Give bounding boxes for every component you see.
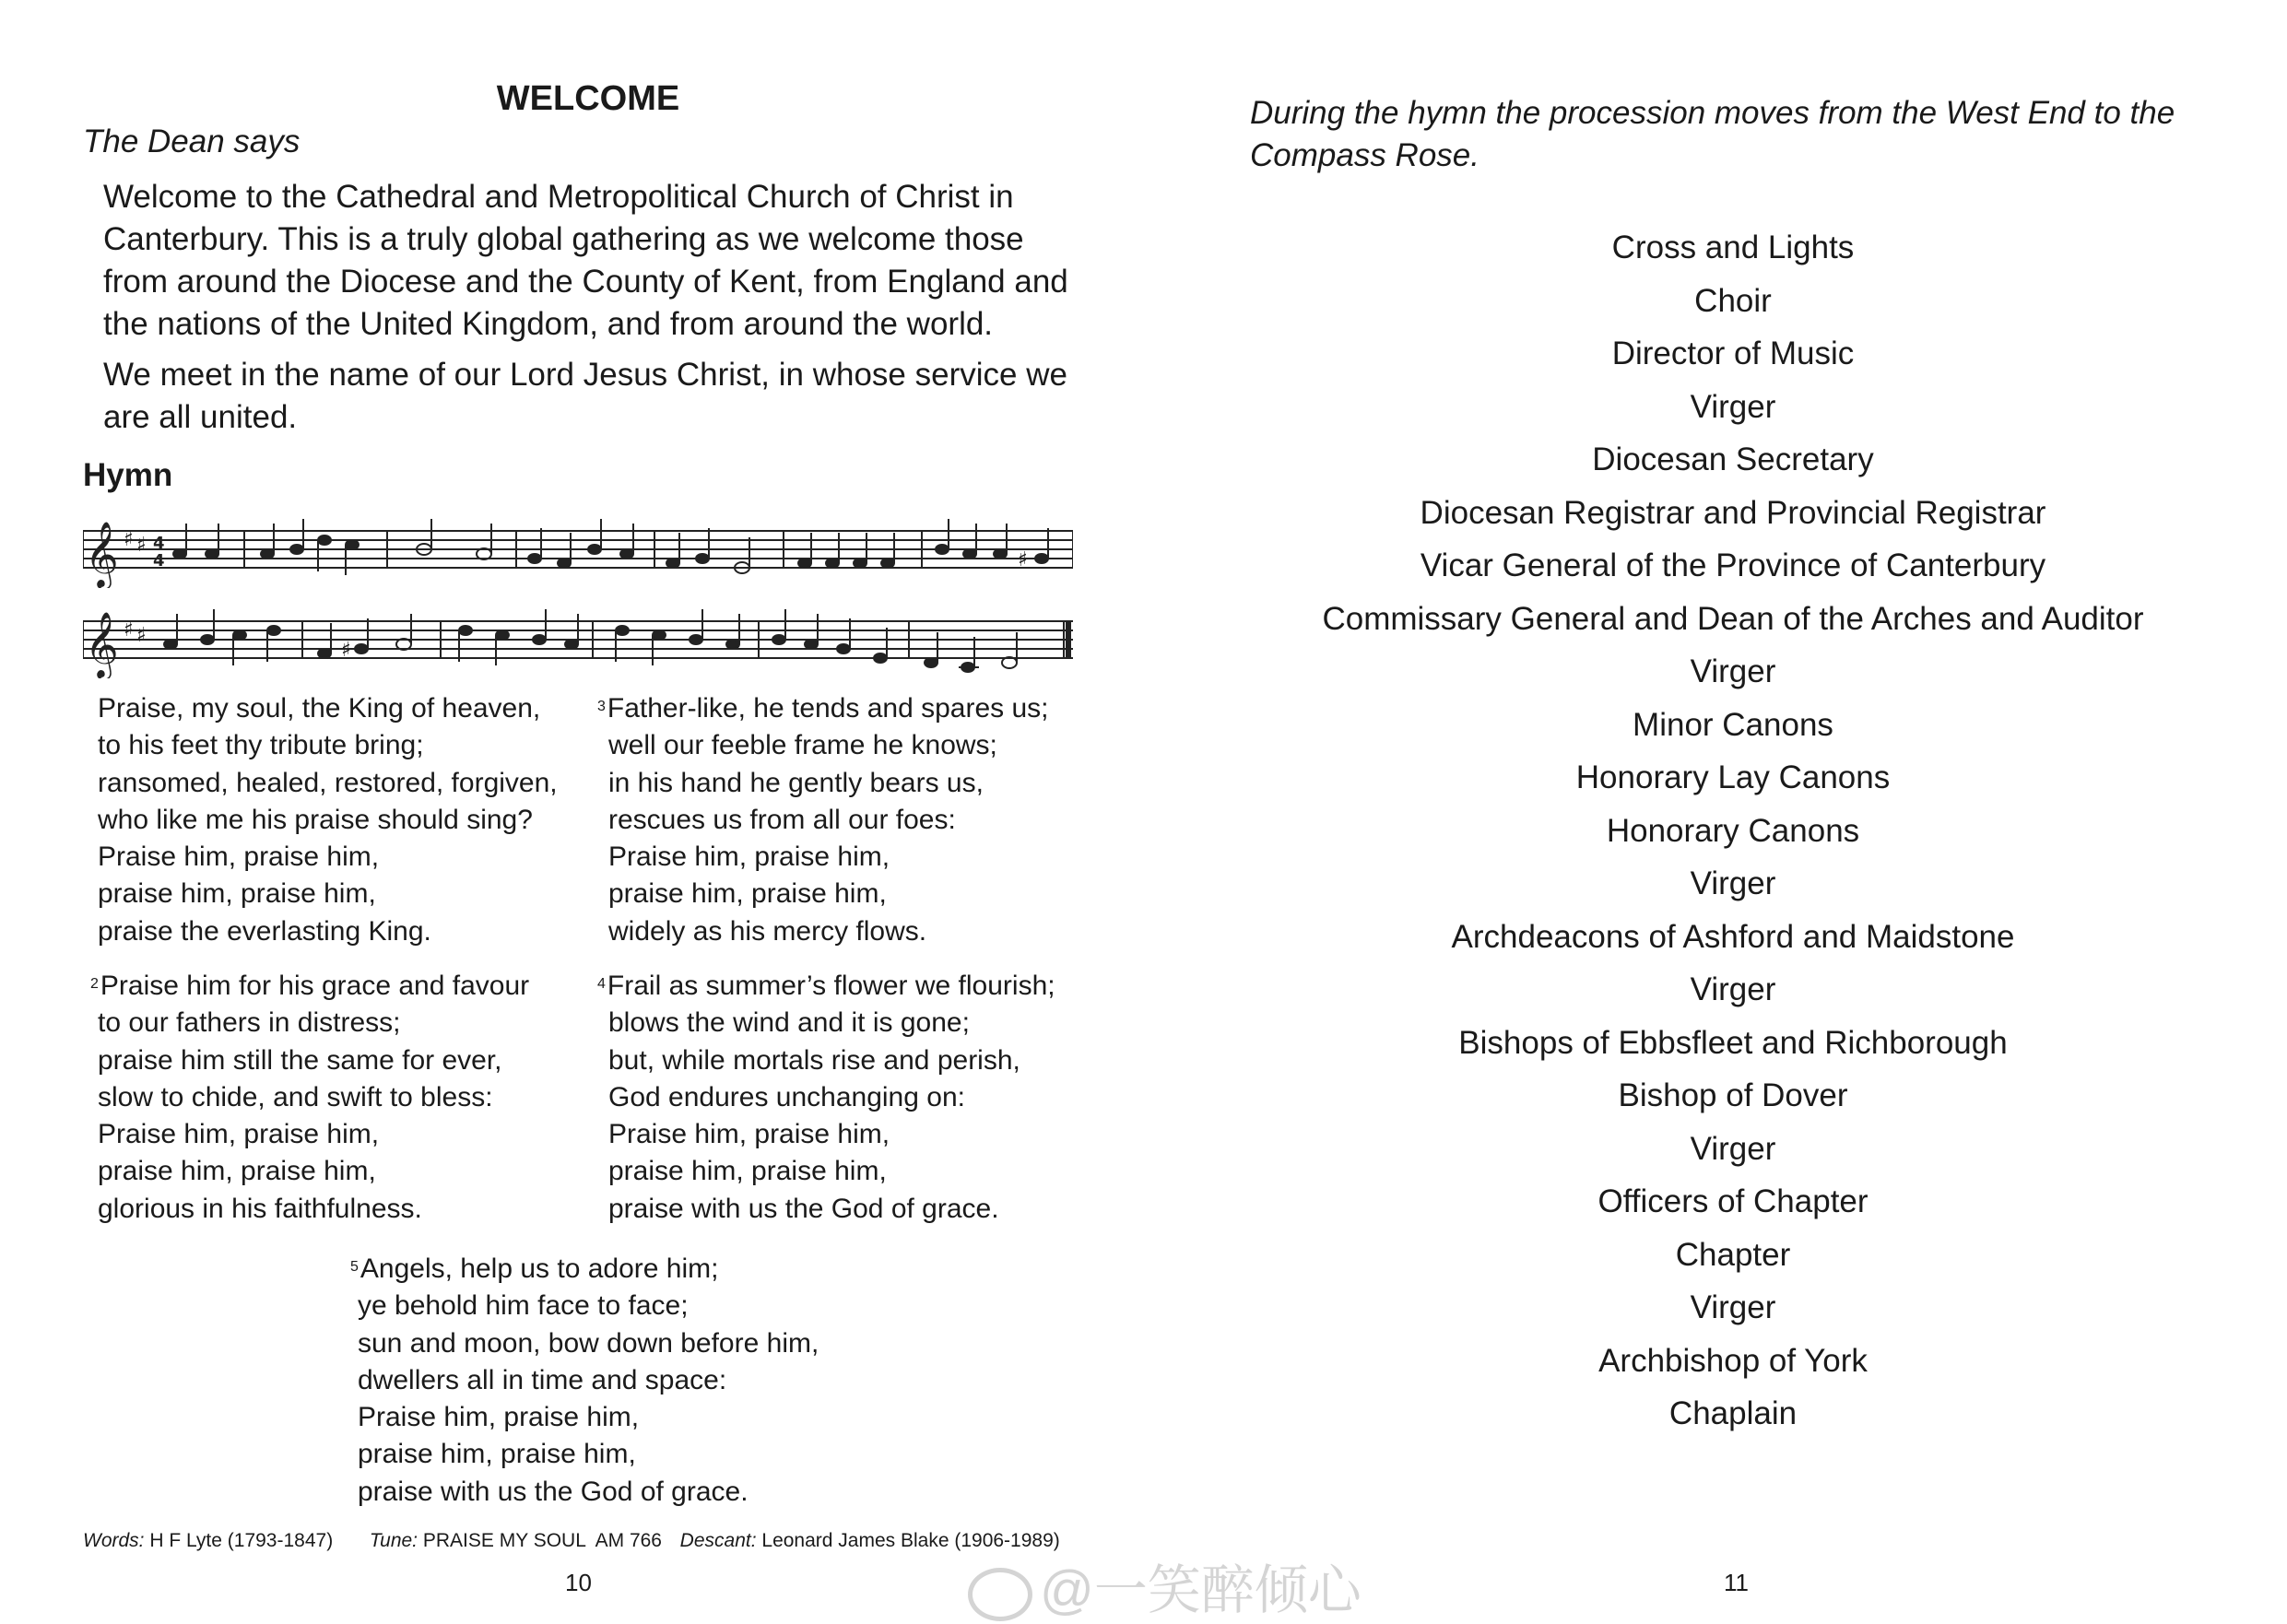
watermark <box>968 1547 1362 1624</box>
page-number-right: 11 <box>1724 1569 1749 1596</box>
verse-line: Praise, my soul, the King of heaven, <box>98 693 541 724</box>
verse-line: Frail as summer’s flower we flourish; <box>607 971 1055 1001</box>
welcome-paragraph-1: Welcome to the Cathedral and Metropolitical Church of Christ in Canterbury. This is a truly global gathering as we welcome those from around the Diocese and the County of Kent, from England and the nations of the United Kingdom, and from around the world. <box>103 179 1068 342</box>
verse-line: widely as his mercy flows. <box>608 915 927 947</box>
verse-line: praise with us the God of grace. <box>358 1476 749 1507</box>
hymn-verse-1 <box>98 690 558 950</box>
procession-item: Diocesan Registrar and Provincial Registrar <box>1420 494 2046 531</box>
procession-item: Vicar General of the Province of Canterbury <box>1420 547 2046 583</box>
procession-item: Virger <box>1690 1289 1776 1325</box>
svg-text:4: 4 <box>153 534 165 553</box>
verse-line: praise the everlasting King. <box>98 915 431 947</box>
verse-line: praise him, praise him, <box>358 1439 636 1470</box>
hymn-verse-5 <box>350 1251 819 1511</box>
descant-label: Descant: <box>679 1530 757 1551</box>
procession-item: Director of Music <box>1611 335 1855 371</box>
verse-line: praise him, praise him, <box>608 1156 887 1187</box>
procession-item: Diocesan Secretary <box>1592 441 1874 477</box>
procession-item: Officers of Chapter <box>1597 1183 1869 1219</box>
verse-line: rescues us from all our foes: <box>608 804 956 835</box>
verse-line: ye behold him face to face; <box>358 1290 689 1322</box>
verse-line: ransomed, healed, restored, forgiven, <box>98 767 558 798</box>
verse-line: to his feet thy tribute bring; <box>98 730 424 761</box>
procession-item: Virger <box>1690 865 1776 901</box>
procession-item: Archbishop of York <box>1598 1342 1868 1379</box>
procession-rubric: During the hymn the procession moves from the West End to the Compass Rose. <box>1250 95 2175 173</box>
svg-text:♯: ♯ <box>136 534 147 557</box>
page-title: WELCOME <box>496 79 680 118</box>
tune-name: PRAISE MY SOUL AM 766 <box>422 1530 662 1551</box>
procession-item: Bishops of Ebbsfleet and Richborough <box>1458 1024 2008 1061</box>
verse-line: Praise him, praise him, <box>358 1402 640 1433</box>
words-label: Words: <box>83 1530 145 1551</box>
verse-number: 5 <box>350 1259 359 1275</box>
procession-item: Chapter <box>1675 1236 1791 1273</box>
verse-line: glorious in his faithfulness. <box>98 1193 422 1224</box>
procession-item: Virger <box>1690 388 1776 425</box>
procession-item: Bishop of Dover <box>1618 1077 1848 1113</box>
verse-line: Praise him, praise him, <box>608 841 890 873</box>
verse-line: praise with us the God of grace. <box>608 1193 999 1224</box>
svg-text:♯: ♯ <box>124 528 134 551</box>
words-author: H F Lyte (1793-1847) <box>149 1530 334 1551</box>
svg-text:♯: ♯ <box>124 618 134 641</box>
verse-line: praise him, praise him, <box>98 878 376 910</box>
procession-item: Commissary General and Dean of the Arches and Auditor <box>1322 600 2144 637</box>
verse-line: but, while mortals rise and perish, <box>608 1044 1020 1076</box>
verse-line: Father-like, he tends and spares us; <box>607 693 1049 724</box>
verse-line: blows the wind and it is gone; <box>608 1007 970 1039</box>
hymn-heading: Hymn <box>83 457 173 493</box>
verse-line: praise him, praise him, <box>98 1156 376 1187</box>
verse-line: who like me his praise should sing? <box>98 804 533 835</box>
verse-line: praise him, praise him, <box>608 878 887 910</box>
svg-text:♯: ♯ <box>341 639 351 662</box>
tune-label: Tune: <box>369 1530 418 1551</box>
verse-line: praise him still the same for ever, <box>98 1044 502 1076</box>
verse-number: 4 <box>597 976 606 992</box>
verse-line: sun and moon, bow down before him, <box>358 1327 819 1359</box>
svg-text:♯: ♯ <box>136 624 147 647</box>
procession-item: Choir <box>1694 282 1772 319</box>
hymn-verse-4 <box>597 968 1055 1228</box>
verse-line: Angels, help us to adore him; <box>360 1253 719 1284</box>
procession-item: Archdeacons of Ashford and Maidstone <box>1451 918 2015 955</box>
procession-list <box>1143 227 2287 1446</box>
right-page <box>1143 0 2287 1617</box>
verse-line: to our fathers in distress; <box>98 1007 401 1039</box>
svg-text:♯: ♯ <box>1018 548 1028 571</box>
procession-item: Virger <box>1690 653 1776 689</box>
verse-line: Praise him, praise him, <box>608 1119 890 1150</box>
verse-line: Praise him, praise him, <box>98 841 380 873</box>
procession-item: Virger <box>1690 1130 1776 1167</box>
verse-line: dwellers all in time and space: <box>358 1364 727 1395</box>
verse-number: 3 <box>597 699 606 714</box>
dean-rubric: The Dean says <box>83 124 301 159</box>
svg-text:𝄞: 𝄞 <box>85 520 119 587</box>
hymn-verse-2 <box>90 968 529 1228</box>
procession-item: Honorary Lay Canons <box>1575 759 1891 795</box>
verse-line: God endures unchanging on: <box>608 1081 965 1112</box>
left-page <box>0 0 1143 1617</box>
hymn-credits <box>83 1530 1060 1552</box>
page-number-left: 10 <box>565 1569 592 1596</box>
weibo-icon <box>968 1568 1032 1621</box>
watermark-text: @一笑醉倾心 <box>1040 1560 1362 1620</box>
hymn-verse-3 <box>597 690 1049 950</box>
verse-line: well our feeble frame he knows; <box>608 730 997 761</box>
descant-author: Leonard James Blake (1906-1989) <box>761 1530 1060 1551</box>
procession-item: Chaplain <box>1668 1395 1798 1431</box>
welcome-paragraph-2: We meet in the name of our Lord Jesus Christ, in whose service we are all united. <box>103 357 1067 435</box>
music-staff-2 <box>83 595 1073 678</box>
procession-item: Virger <box>1690 971 1776 1007</box>
music-staff-1 <box>83 505 1073 588</box>
verse-line: Praise him for his grace and favour <box>100 971 530 1001</box>
procession-item: Honorary Canons <box>1606 812 1860 849</box>
svg-text:4: 4 <box>153 551 165 571</box>
verse-line: Praise him, praise him, <box>98 1119 380 1150</box>
verse-line: in his hand he gently bears us, <box>608 767 984 798</box>
procession-item: Minor Canons <box>1633 706 1833 743</box>
verse-number: 2 <box>90 976 99 992</box>
svg-text:𝄞: 𝄞 <box>85 610 119 677</box>
procession-item: Cross and Lights <box>1611 229 1855 265</box>
verse-line: slow to chide, and swift to bless: <box>98 1081 493 1112</box>
